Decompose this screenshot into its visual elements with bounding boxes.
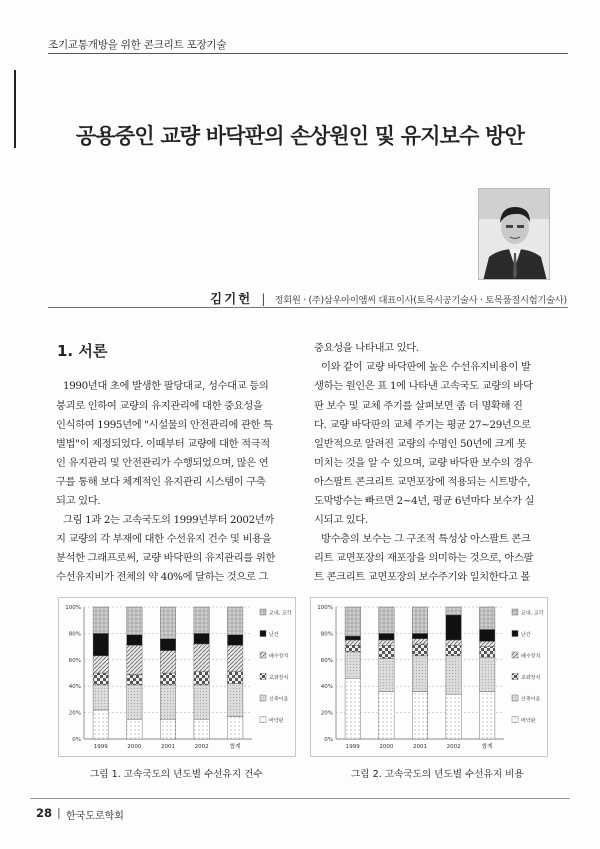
author-affiliation: 정회원 · (주)삼우아이엠씨 대표이사(토목시공기술사 · 토목품질시험기술사) <box>274 295 567 306</box>
bar-segment <box>379 645 394 658</box>
bar-segment <box>479 641 494 646</box>
bar-segment <box>379 658 394 691</box>
y-tick-label: 40% <box>68 684 81 691</box>
legend-label: 교좌장치 <box>269 675 289 681</box>
y-tick-label: 60% <box>68 657 81 664</box>
bar-segment <box>127 674 142 685</box>
legend-label: 교대, 교각 <box>269 610 292 617</box>
left-column-line: 1990년대 초에 발생한 팔당대교, 성수대교 등의 <box>63 380 269 392</box>
legend-swatch <box>512 717 518 723</box>
bar-segment <box>160 607 175 639</box>
legend-label: 바닥판 <box>269 718 284 724</box>
left-column-line: 붕괴로 인하여 교량의 유지관리에 대한 중요성을 <box>56 400 263 412</box>
legend-swatch <box>512 695 518 701</box>
bar-segment <box>93 656 108 673</box>
bar-segment <box>127 635 142 646</box>
left-column-line: 구를 통해 보다 체계적인 유지관리 시스템이 구축 <box>56 476 266 488</box>
bar-segment <box>160 673 175 685</box>
bar-segment <box>412 691 427 739</box>
bar-segment <box>345 636 360 640</box>
left-column-line: 별법"이 제정되었다. 이때부터 교량에 대한 적극적 <box>56 438 270 450</box>
left-column-line: 인식하여 1995년에 "시설물의 안전관리에 관한 특 <box>56 419 273 431</box>
x-tick-label: 2001 <box>161 744 175 750</box>
x-tick-label: 2000 <box>127 744 142 750</box>
figure-2-caption: 그림 2. 고속국도의 년도별 수선유지 비용 <box>351 769 524 780</box>
y-tick-label: 100% <box>317 605 333 611</box>
x-tick-label: 1999 <box>345 744 360 750</box>
legend-swatch <box>260 609 266 615</box>
bar-segment <box>93 710 108 739</box>
right-column-line: 시되고 있다. <box>314 514 368 526</box>
left-column-line: 그림 1과 2는 고속국도의 1999년부터 2002년까 <box>63 514 274 526</box>
bar-segment <box>379 633 394 640</box>
publisher-name: 한국도로학회 <box>66 811 124 822</box>
x-tick-label: 합계 <box>481 744 493 750</box>
bar-segment <box>227 672 242 684</box>
running-head: 조기교통개방을 위한 콘크리트 포장기술 <box>48 39 227 51</box>
bar-segment <box>127 645 142 674</box>
legend-label: 신축이음 <box>269 696 289 703</box>
legend-label: 난간 <box>521 632 531 638</box>
right-column-line: 방수층의 보수는 그 구조적 특성상 아스팔트 콘크 <box>321 533 531 545</box>
bar-segment <box>412 644 427 656</box>
bar-segment <box>479 691 494 739</box>
legend-label: 배수장치 <box>269 653 289 660</box>
author-photo <box>478 188 550 280</box>
bar-segment <box>194 644 209 672</box>
y-tick-label: 60% <box>320 657 333 664</box>
bar-segment <box>227 635 242 646</box>
header-rule <box>48 53 568 54</box>
author-separator: | <box>261 292 266 306</box>
left-column-line: 수선유지비가 전체의 약 40%에 달하는 것으로 그 <box>56 571 269 583</box>
x-tick-label: 합계 <box>229 744 241 750</box>
legend-label: 신축이음 <box>521 696 541 703</box>
right-column-line: 아스팔트 콘크리트 교면포장에 적용되는 시트방수, <box>314 476 531 488</box>
legend-swatch <box>260 652 266 658</box>
bar-segment <box>93 685 108 710</box>
page-number: 28 <box>36 806 53 820</box>
x-tick-label: 2000 <box>379 744 394 750</box>
bar-segment <box>479 657 494 691</box>
bar-segment <box>446 640 461 645</box>
bar-segment <box>412 656 427 692</box>
bar-segment <box>446 615 461 640</box>
y-tick-label: 40% <box>320 684 333 691</box>
right-column-line: 일반적으로 알려진 교량의 수명인 50년에 크게 못 <box>314 438 527 450</box>
right-column-line: 트 콘크리트 교면포장의 보수주기와 일치한다고 볼 <box>314 571 531 583</box>
bar-segment <box>93 633 108 655</box>
y-tick-label: 100% <box>65 605 81 611</box>
bar-segment <box>194 607 209 633</box>
left-column-line: 인 유지관리 및 안전관리가 수행되었으며, 많은 연 <box>56 457 269 469</box>
bar-segment <box>379 691 394 739</box>
right-column-line: 미치는 것을 알 수 있으며, 교량 바닥판 보수의 경우 <box>314 457 533 469</box>
author-rule <box>48 307 568 308</box>
legend-swatch <box>260 695 266 701</box>
bar-segment <box>227 645 242 671</box>
bar-segment <box>412 639 427 644</box>
bar-segment <box>227 684 242 717</box>
bar-segment <box>194 719 209 739</box>
section-heading-introduction: 1. 서론 <box>57 342 108 360</box>
legend-swatch <box>512 674 518 680</box>
figure-1-chart <box>58 597 296 757</box>
bar-segment <box>379 640 394 645</box>
bar-segment <box>412 607 427 633</box>
bar-segment <box>160 719 175 739</box>
bar-segment <box>379 607 394 633</box>
bar-segment <box>160 685 175 719</box>
right-column-line: 판 보수 및 교체 주기를 살펴보면 좀 더 명확해 진 <box>314 400 523 412</box>
bar-segment <box>412 633 427 638</box>
bar-segment <box>194 685 209 719</box>
bar-segment <box>479 607 494 629</box>
bar-segment <box>446 656 461 694</box>
bar-segment <box>93 673 108 685</box>
bar-segment <box>345 645 360 652</box>
footer-separator: | <box>57 806 61 819</box>
y-tick-label: 0% <box>72 737 81 743</box>
legend-swatch <box>260 674 266 680</box>
article-title: 공용중인 교량 바닥판의 손상원인 및 유지보수 방안 <box>75 124 525 148</box>
bar-segment <box>345 607 360 636</box>
left-column-line: 분석한 그래프로써, 교량 바닥판의 유지관리를 위한 <box>56 552 276 564</box>
bar-segment <box>194 672 209 685</box>
legend-swatch <box>260 631 266 637</box>
bar-segment <box>127 719 142 739</box>
y-tick-label: 0% <box>324 737 333 743</box>
bar-segment <box>127 607 142 635</box>
legend-label: 바닥판 <box>521 718 536 724</box>
legend-swatch <box>512 609 518 615</box>
bar-segment <box>446 694 461 739</box>
y-tick-label: 20% <box>68 710 81 717</box>
y-tick-label: 80% <box>320 631 333 638</box>
legend-swatch <box>260 717 266 723</box>
bar-segment <box>227 717 242 739</box>
bar-segment <box>479 629 494 641</box>
left-column-line: 지 교량의 각 부재에 대한 수선유지 건수 및 비용을 <box>56 533 272 545</box>
bar-segment <box>160 639 175 651</box>
author-portrait-icon <box>479 189 550 280</box>
bar-segment <box>127 685 142 719</box>
right-column-line: 리트 교면포장의 재포장을 의미하는 것으로, 아스팔 <box>314 552 534 564</box>
bar-segment <box>446 645 461 656</box>
bar-segment <box>194 633 209 644</box>
author-line <box>210 288 567 307</box>
bar-segment <box>446 607 461 615</box>
footer-rule <box>30 798 570 799</box>
legend-label: 교대, 교각 <box>521 610 544 617</box>
x-tick-label: 1999 <box>93 744 108 750</box>
legend-swatch <box>512 631 518 637</box>
figure-2-chart <box>310 597 548 757</box>
legend-label: 배수장치 <box>521 653 541 660</box>
left-column-line: 되고 있다. <box>56 495 101 507</box>
bar-segment <box>479 647 494 658</box>
bar-segment <box>93 607 108 633</box>
bar-segment <box>345 640 360 645</box>
right-column-line: 다. 교량 바닥판의 교체 주기는 평균 27~29년으로 <box>314 419 531 431</box>
y-tick-label: 80% <box>68 631 81 638</box>
author-name: 김기헌 <box>210 291 253 306</box>
figure-1-caption: 그림 1. 고속국도의 년도별 수선유지 건수 <box>90 769 263 780</box>
right-column-line: 중요성을 나타내고 있다. <box>314 342 419 354</box>
legend-swatch <box>512 652 518 658</box>
y-tick-label: 20% <box>320 710 333 717</box>
bar-segment <box>227 607 242 635</box>
legend-label: 교좌장치 <box>521 675 541 681</box>
legend-label: 난간 <box>269 632 279 638</box>
bar-segment <box>345 678 360 739</box>
x-tick-label: 2002 <box>194 744 209 750</box>
bar-segment <box>160 651 175 673</box>
right-column-line: 도막방수는 빠르면 2~4년, 평균 6년마다 보수가 실 <box>314 495 535 507</box>
bar-segment <box>345 652 360 678</box>
x-tick-label: 2002 <box>446 744 461 750</box>
right-column-line: 생하는 원인은 표 1에 나타낸 고속국도 교량의 바닥 <box>314 380 533 392</box>
right-column-line: 이와 같이 교량 바닥판에 높은 수선유지비용이 발 <box>321 361 531 373</box>
x-tick-label: 2001 <box>413 744 427 750</box>
